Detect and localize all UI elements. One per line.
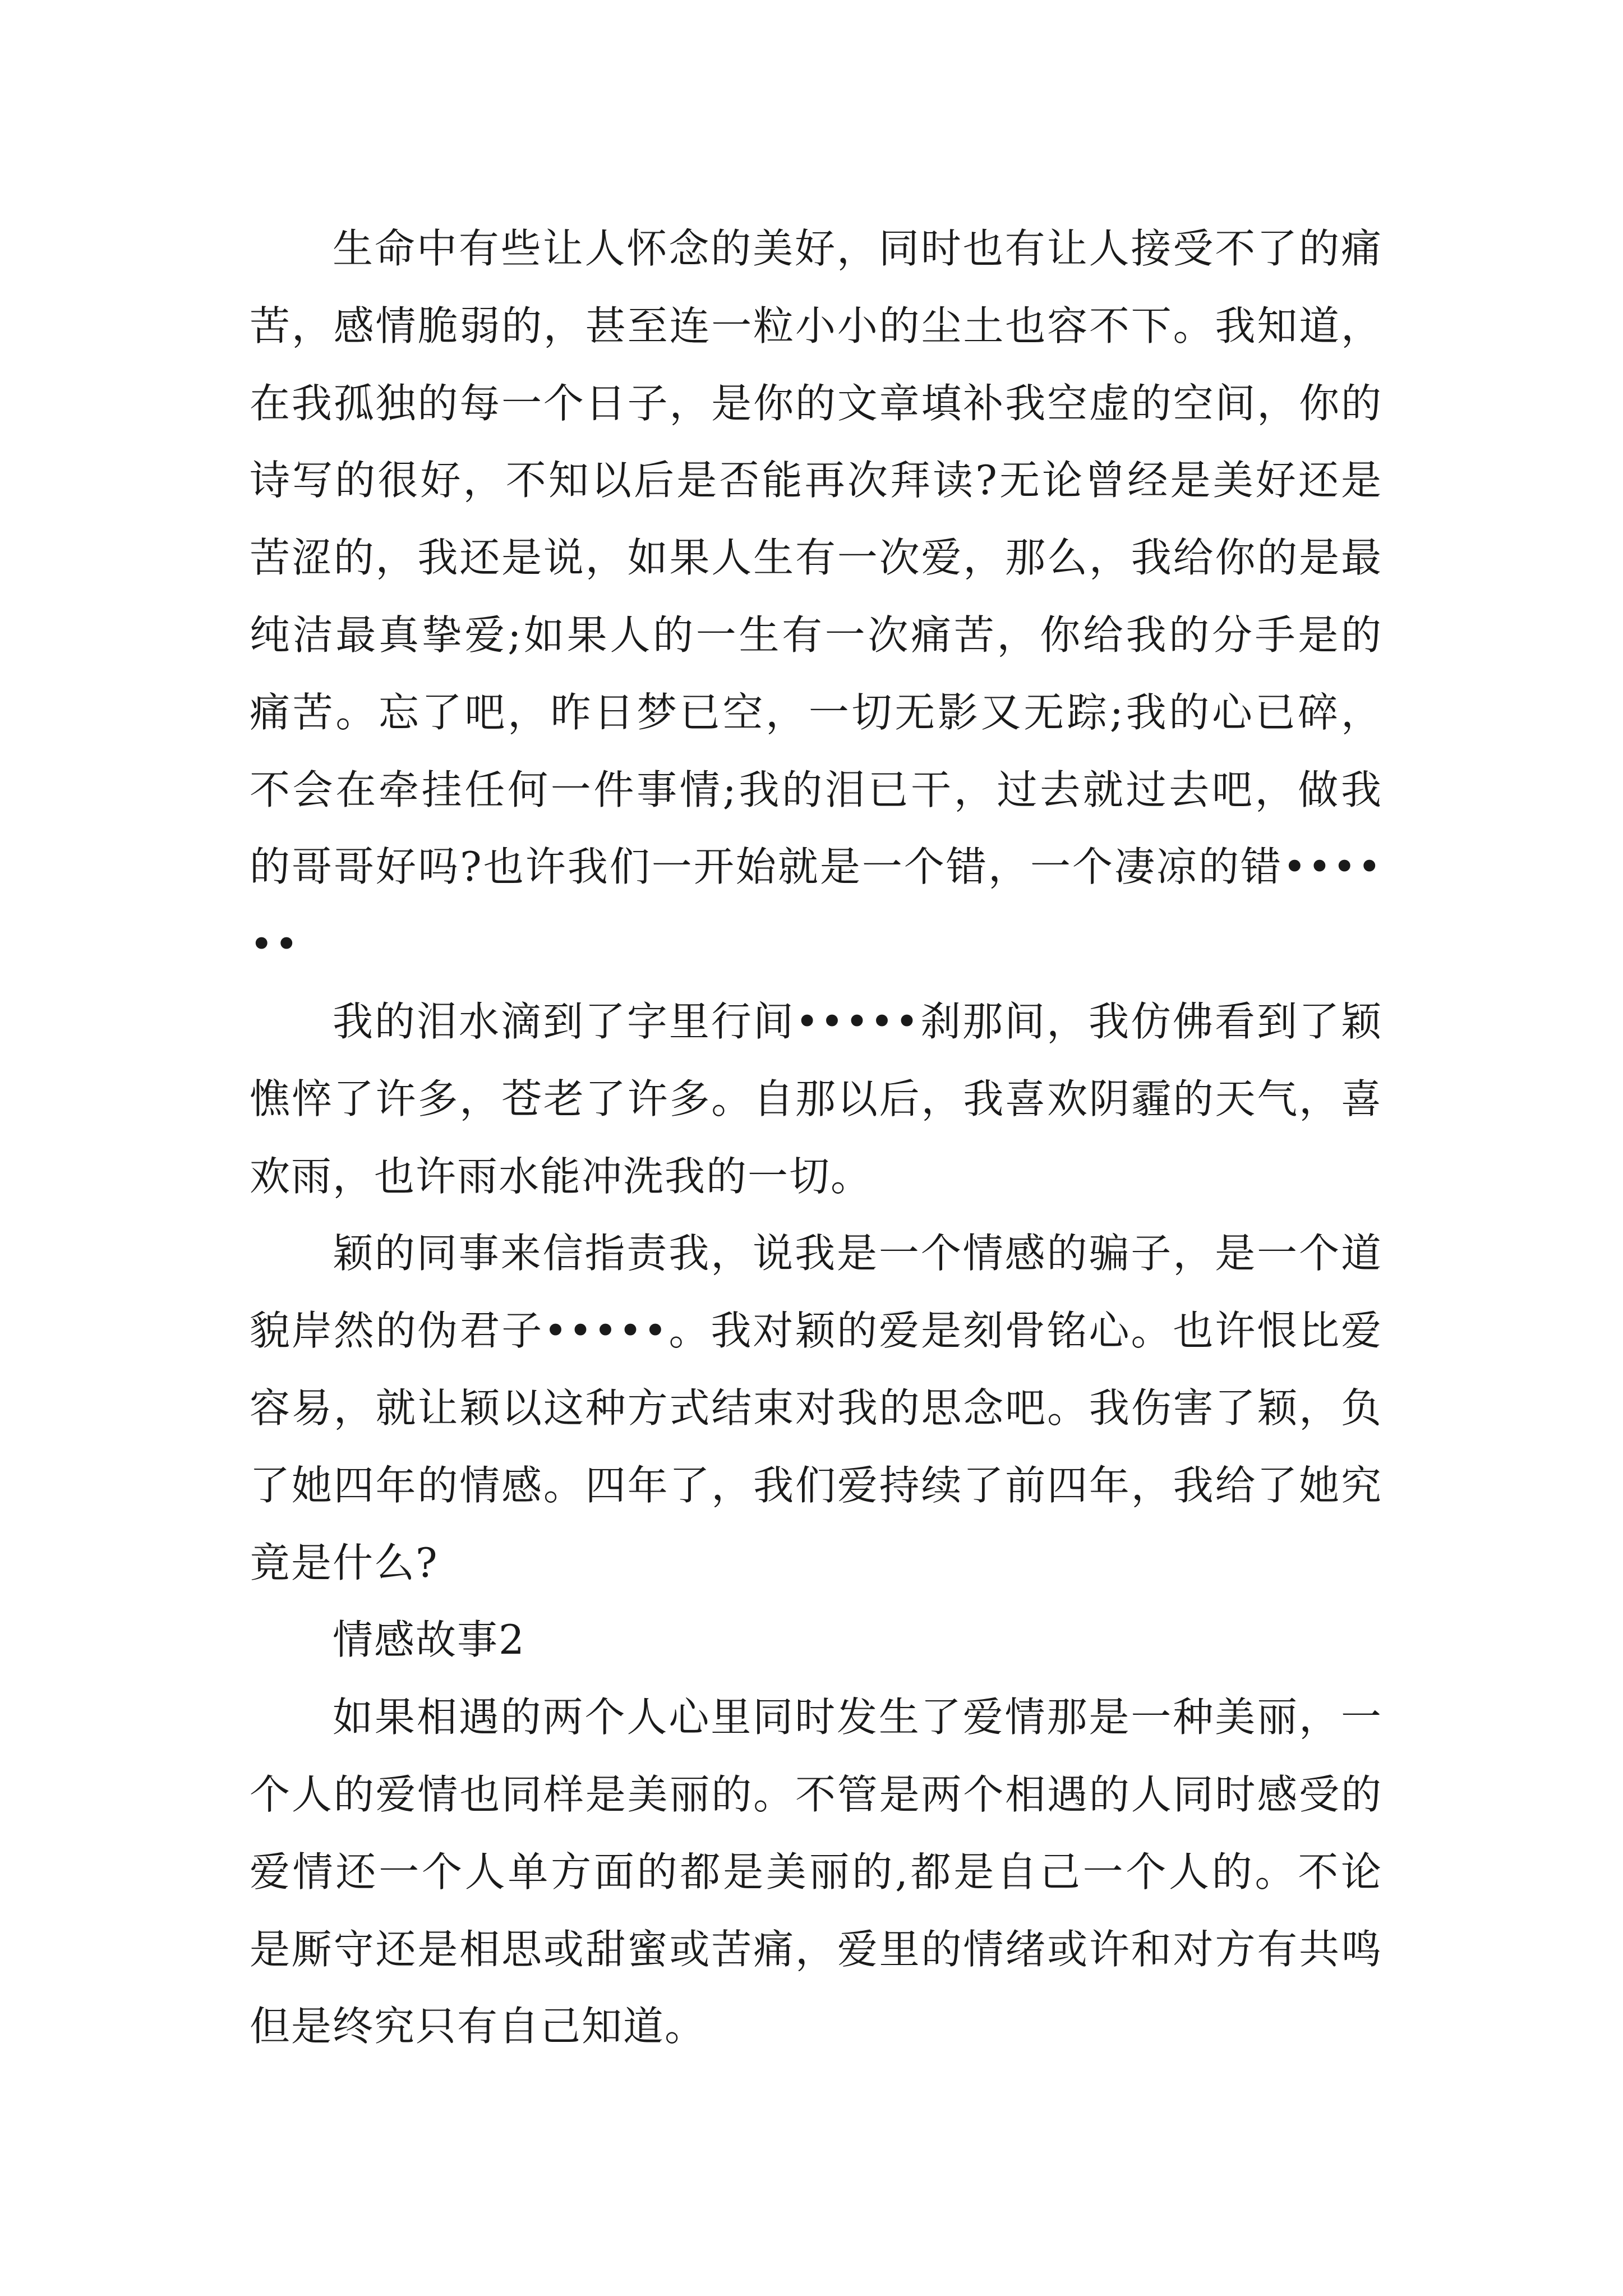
document-body [250, 210, 1382, 2065]
section-heading: 情感故事2 [333, 1616, 525, 1664]
paragraph-1: 生命中有些让人怀念的美好，同时也有让人接受不了的痛苦，感情脆弱的，甚至连一粒小小的尘土也容不下。我知道，在我孤独的每一个日子，是你的文章填补我空虚的空间，你的诗写的很好，不知以后是否能再次拜读?无论曾经是美好还是苦涩的，我还是说，如果人生有一次爱，那么，我给你的是最纯洁最真挚爱;如果人的一生有一次痛苦，你给我的分手是的痛苦。忘了吧，昨日梦已空，一切无影又无踪;我的心已碎，不会在牵挂任何一件事情;我的泪已干，过去就过去吧，做我的哥哥好吗?也许我们一开始就是一个错，一个凄凉的错•••••• [250, 225, 1382, 968]
paragraph-4: 如果相遇的两个人心里同时发生了爱情那是一种美丽，一个人的爱情也同样是美丽的。不管是两个相遇的人同时感受的爱情还一个人单方面的都是美丽的,都是自己一个人的。不论是厮守还是相思或甜蜜或苦痛，爱里的情绪或许和对方有共鸣但是终究只有自己知道。 [250, 1694, 1382, 2050]
paragraph-2: 我的泪水滴到了字里行间•••••刹那间，我仿佛看到了颖憔悴了许多，苍老了许多。自那以后，我喜欢阴霾的天气，喜欢雨，也许雨水能冲洗我的一切。 [250, 997, 1382, 1200]
paragraph-3: 颖的同事来信指责我，说我是一个情感的骗子，是一个道貌岸然的伪君子•••••。我对颖的爱是刻骨铭心。也许恨比爱容易，就让颖以这种方式结束对我的思念吧。我伤害了颖，负了她四年的情感。四年了，我们爱持续了前四年，我给了她究竟是什么? [250, 1230, 1382, 1586]
